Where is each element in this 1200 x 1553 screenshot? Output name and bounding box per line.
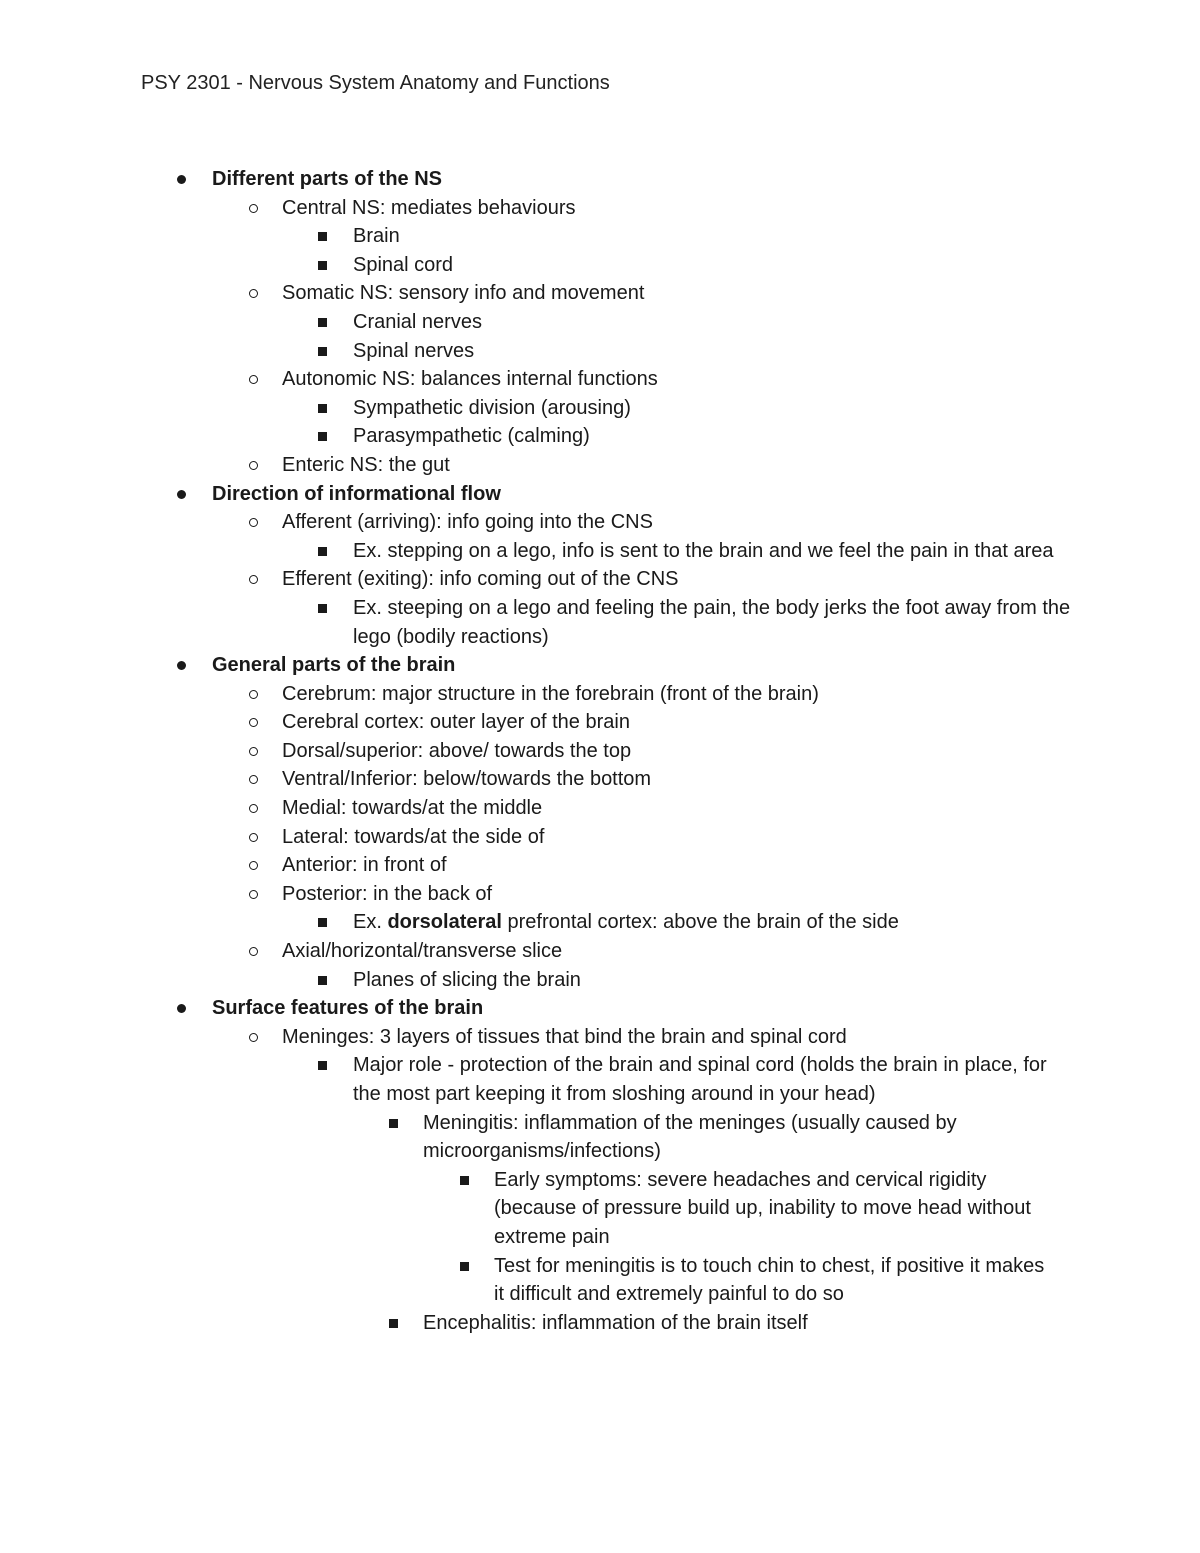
list-item <box>0 337 1073 366</box>
list-item-text: Parasympathetic (calming) <box>353 425 590 448</box>
bullet-circle-icon <box>249 204 258 213</box>
list-item <box>0 708 1200 737</box>
bullet-circle-icon <box>249 575 258 584</box>
bullet-circle-icon <box>249 747 258 756</box>
list-item <box>0 194 1200 223</box>
list-item-text: Cranial nerves <box>353 310 482 333</box>
list-item-text: Anterior: in front of <box>282 854 447 877</box>
list-item <box>0 851 1200 880</box>
list-item <box>0 1109 1043 1166</box>
list-item-text: Efferent (exiting): info coming out of the CNS <box>282 568 679 591</box>
list-item-text: Brain <box>353 225 400 248</box>
bullet-circle-icon <box>249 690 258 699</box>
list-item <box>0 966 1073 995</box>
list-item-text: Meninges: 3 layers of tissues that bind the brain and spinal cord <box>282 1025 847 1048</box>
list-item-text: Autonomic NS: balances internal functions <box>282 368 658 391</box>
bullet-square-icon <box>460 1262 469 1271</box>
list-item <box>0 1166 1054 1252</box>
bullet-circle-icon <box>249 1033 258 1042</box>
bullet-circle-icon <box>249 461 258 470</box>
bullet-square-icon <box>318 432 327 441</box>
list-item <box>0 165 1200 194</box>
list-item-text: Axial/horizontal/transverse slice <box>282 940 563 963</box>
bullet-square-icon <box>460 1176 469 1185</box>
list-item-text: Somatic NS: sensory info and movement <box>282 282 645 305</box>
list-item-text <box>353 908 1073 937</box>
list-item <box>0 537 1073 566</box>
bullet-circle-icon <box>249 804 258 813</box>
section-heading: Direction of informational flow <box>212 482 501 505</box>
list-item <box>0 594 1073 651</box>
emphasized-term: dorsolateral <box>387 911 502 934</box>
list-item-text: Lateral: towards/at the side of <box>282 825 545 848</box>
list-item-text: Encephalitis: inflammation of the brain itself <box>423 1311 808 1334</box>
bullet-square-icon <box>389 1319 398 1328</box>
list-item-text: Dorsal/superior: above/ towards the top <box>282 739 632 762</box>
list-item <box>0 737 1200 766</box>
list-item-text: Medial: towards/at the middle <box>282 797 543 820</box>
list-item-text: Ex. stepping on a lego, info is sent to the brain and we feel the pain in that area <box>353 539 1054 562</box>
list-item <box>0 394 1073 423</box>
bullet-circle-icon <box>249 718 258 727</box>
list-item-text: Central NS: mediates behaviours <box>282 196 576 219</box>
list-item <box>0 651 1200 680</box>
document-title: PSY 2301 - Nervous System Anatomy and Functions <box>141 72 610 94</box>
list-item-text: Planes of slicing the brain <box>353 968 581 991</box>
list-item <box>0 994 1200 1023</box>
bullet-circle-icon <box>249 518 258 527</box>
bullet-square-icon <box>318 1061 327 1070</box>
bullet-square-icon <box>318 261 327 270</box>
bullet-disc-icon <box>177 661 186 670</box>
list-item <box>0 1309 1043 1338</box>
list-item <box>0 508 1200 537</box>
list-item <box>0 937 1200 966</box>
list-item <box>0 565 1200 594</box>
list-item-text: Cerebrum: major structure in the forebrain (front of the brain) <box>282 682 819 705</box>
list-item <box>0 222 1073 251</box>
list-item <box>0 1252 1054 1309</box>
bullet-circle-icon <box>249 375 258 384</box>
list-item <box>0 823 1200 852</box>
bullet-square-icon <box>318 604 327 613</box>
list-item <box>0 422 1073 451</box>
bullet-disc-icon <box>177 1004 186 1013</box>
list-item-text: Major role - protection of the brain and spinal cord (holds the brain in place, for the most part keeping it from sloshing around in your head) <box>353 1054 1047 1105</box>
bullet-square-icon <box>318 404 327 413</box>
bullet-square-icon <box>318 976 327 985</box>
example-suffix: prefrontal cortex: above the brain of the side <box>501 911 899 934</box>
bullet-disc-icon <box>177 490 186 499</box>
list-item <box>0 1051 1073 1108</box>
list-item-text: Spinal nerves <box>353 339 475 362</box>
list-item-text: Posterior: in the back of <box>282 882 493 905</box>
list-item-text: Meningitis: inflammation of the meninges (usually caused by microorganisms/infections) <box>423 1111 957 1163</box>
bullet-square-icon <box>389 1119 398 1128</box>
list-item <box>0 308 1073 337</box>
list-item-text: Early symptoms: severe headaches and cervical rigidity (because of pressure build up, inability to move head without extreme pain <box>494 1168 1031 1248</box>
list-item-text: Enteric NS: the gut <box>282 453 450 476</box>
bullet-circle-icon <box>249 289 258 298</box>
list-item <box>0 279 1200 308</box>
list-item <box>0 365 1200 394</box>
list-item-text: Spinal cord <box>353 253 454 276</box>
bullet-square-icon <box>318 547 327 556</box>
section-heading: General parts of the brain <box>212 654 456 677</box>
list-item-text: Cerebral cortex: outer layer of the brain <box>282 711 630 734</box>
list-item <box>0 794 1200 823</box>
list-item <box>0 451 1200 480</box>
bullet-circle-icon <box>249 890 258 899</box>
bullet-square-icon <box>318 318 327 327</box>
bullet-disc-icon <box>177 175 186 184</box>
list-item <box>0 908 1073 937</box>
list-item-text: Test for meningitis is to touch chin to chest, if positive it makes it difficult and extremely painful to do so <box>494 1254 1045 1306</box>
list-item <box>0 765 1200 794</box>
section-heading: Surface features of the brain <box>212 997 484 1020</box>
outline-list <box>0 165 1200 1337</box>
list-item <box>0 480 1200 509</box>
list-item <box>0 251 1073 280</box>
bullet-circle-icon <box>249 833 258 842</box>
list-item-text: Afferent (arriving): info going into the CNS <box>282 511 653 534</box>
list-item-text: Ex. steeping on a lego and feeling the pain, the body jerks the foot away from the lego (bodily reactions) <box>353 596 1071 648</box>
bullet-square-icon <box>318 232 327 241</box>
bullet-square-icon <box>318 347 327 356</box>
example-prefix: Ex. <box>353 911 388 934</box>
list-item <box>0 880 1200 909</box>
bullet-square-icon <box>318 918 327 927</box>
list-item-text: Sympathetic division (arousing) <box>353 396 631 419</box>
section-heading: Different parts of the NS <box>212 168 443 190</box>
bullet-circle-icon <box>249 861 258 870</box>
list-item-text: Ventral/Inferior: below/towards the bottom <box>282 768 652 791</box>
list-item <box>0 680 1200 709</box>
bullet-circle-icon <box>249 775 258 784</box>
bullet-circle-icon <box>249 947 258 956</box>
list-item <box>0 1023 1200 1052</box>
